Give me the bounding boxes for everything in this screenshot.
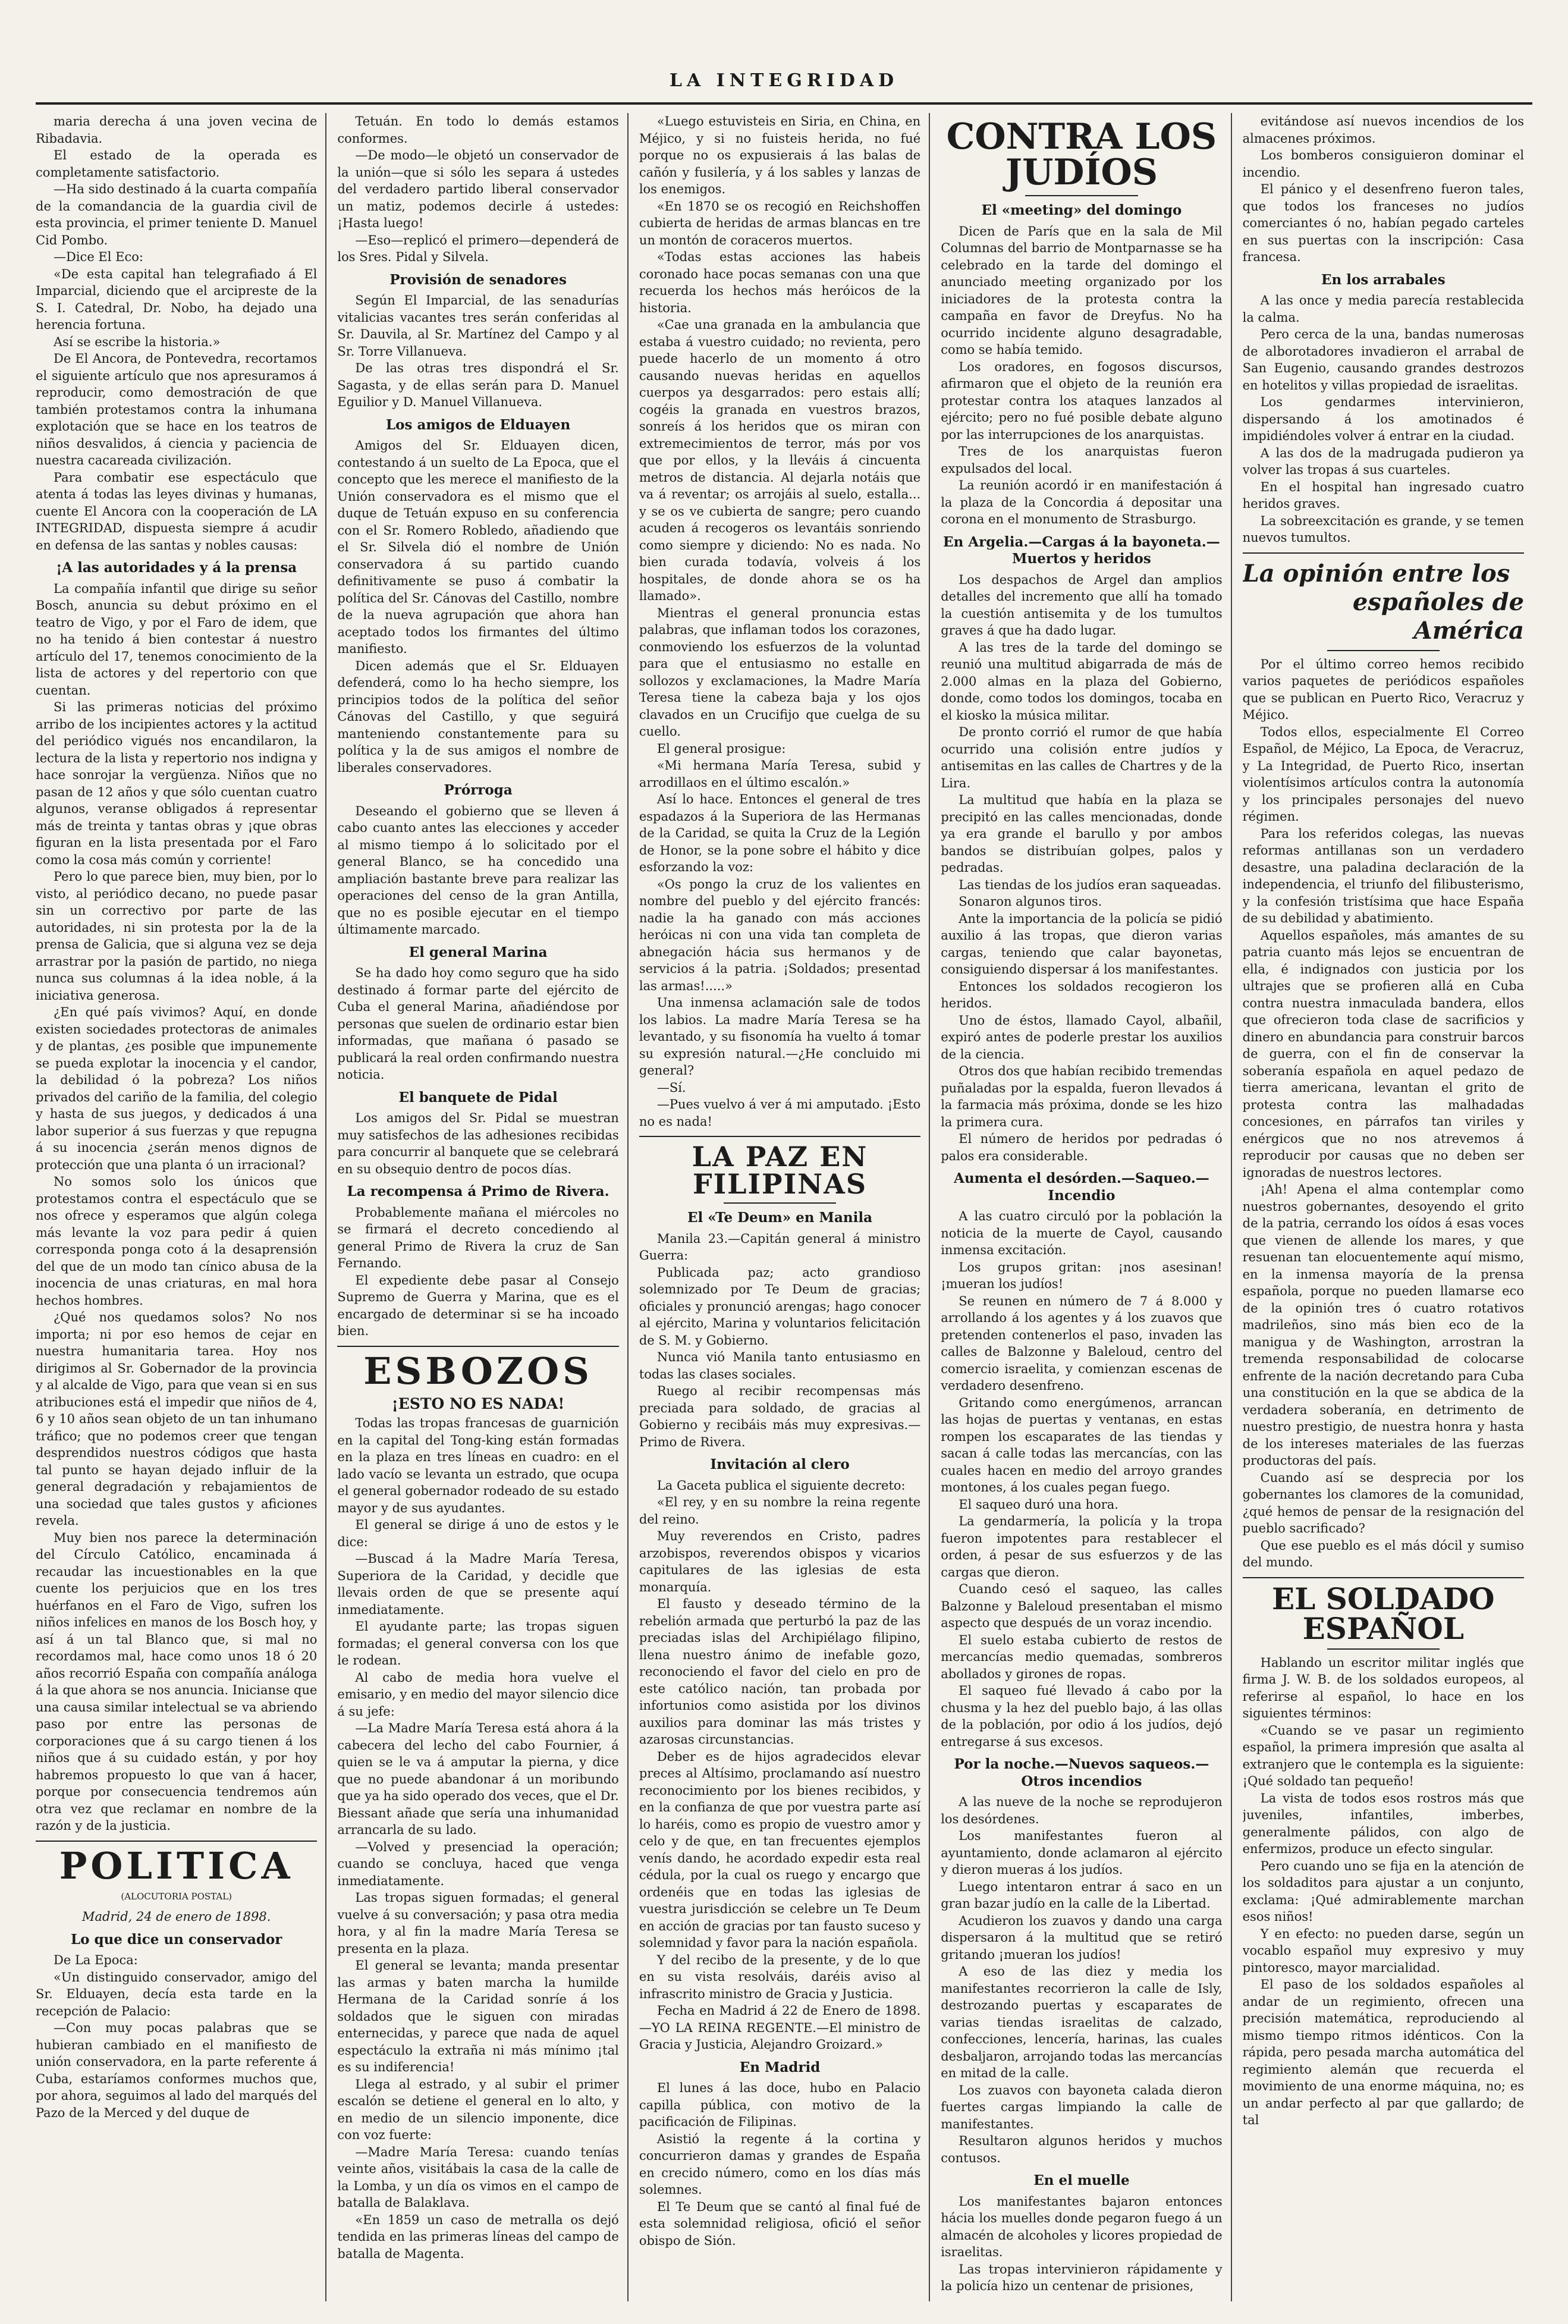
opinion-title bbox=[1243, 560, 1524, 645]
politica-title: POLITICA bbox=[59, 1844, 294, 1888]
paragraph: —Eso—replicó el primero—dependerá de los Sres. Pidal y Silvela. bbox=[337, 233, 619, 264]
opinion-title-line-1: La opinión entre los bbox=[1242, 559, 1510, 588]
paragraph: Los gendarmes intervinieron, dispersando á los amotinados é impidiéndoles volver á entrar en la ciudad. bbox=[1242, 395, 1525, 443]
paragraph: «Luego estuvisteis en Siria, en China, en Méjico, y si no fuisteis herida, no fué porque no os expusierais á las balas de cañón y fusilería, y á los sables y lanzas de los enemigos. bbox=[639, 114, 921, 196]
column-2 bbox=[337, 113, 628, 2301]
col5-subhead-1: En los arrabales bbox=[1321, 271, 1446, 288]
paragraph: ¿Qué nos quedamos solos? No nos importa; ni por eso hemos de cejar en nuestra humanitaria tarea. Hoy nos dirigimos al Sr. Gobernador de la provincia y al alcalde de Vigo, para que vean si en sus atribuciones está el impedir que niños de 4, 6 y 10 años sean objeto de un tan inhumano tráfico; que no podemos creer que tengan desprendidos nuestros códigos que hasta tal punto se hayan dejado influir de la general degradación y rebajamientos de una sociedad que tales gustos y aficiones revela. bbox=[36, 1310, 318, 1528]
paragraph: —Madre María Teresa: cuando tenías veinte años, visitábais la casa de la calle de la Lomba, y un día os vimos en el campo de batalla de Balaklava. bbox=[337, 2144, 619, 2210]
paragraph: Ruego al recibir recompensas más preciada para soldado, de gracias al Gobierno y recibáis más muy expresivas.—Primo de Rivera. bbox=[639, 1384, 921, 1449]
paragraph: «En 1859 un caso de metralla os dejó tendida en las primeras líneas del campo de batalla de Magenta. bbox=[337, 2212, 619, 2261]
paragraph: Acudieron los zuavos y dando una carga dispersaron á la multitud que se retiró gritando ¡mueran los judíos! bbox=[941, 1913, 1223, 1962]
paragraph: Tetuán. En todo lo demás estamos conformes. bbox=[337, 114, 619, 146]
paragraph: Los oradores, en fogosos discursos, afirmaron que el objeto de la reunión era protestar contra los ataques lanzados al ejército; pero no fué posible debate alguno por las interrupciones de los anarquistas. bbox=[941, 359, 1223, 442]
paragraph: El general se dirige á uno de estos y le dice: bbox=[337, 1518, 619, 1549]
paragraph: —Pues vuelvo á ver á mi amputado. ¡Esto no es nada! bbox=[639, 1097, 921, 1129]
paragraph: El fausto y deseado término de la rebelión armada que perturbó la paz de las preciadas islas del Archipiélago filipino, llena nuestro ánimo de inefable gozo, reconociendo el favor del cielo en pro de este católico nación, tan probada por infortunios como asistida por los divinos auxilios para dominar las más tristes y azarosas circunstancias. bbox=[639, 1597, 921, 1747]
paragraph: De La Epoca: bbox=[54, 1953, 138, 1967]
paragraph: Una inmensa aclamación sale de todos los labios. La madre María Teresa se ha levantado, y su fisonomía ha vuelto á tomar su expresión natural.—¿He concluido mi general? bbox=[639, 995, 921, 1078]
paragraph: Cuando cesó el saqueo, las calles Balzonne y Baleloud presentaban el mismo aspecto que después de un voraz incendio. bbox=[941, 1582, 1223, 1630]
paragraph: Mientras el general pronuncia estas palabras, que inflaman todos los corazones, conmoviendo los esfuerzos de la voluntad para que el entusiasmo no estalle en sollozos y exclamaciones, la Madre María Teresa tiene la cabeza baja y los ojos clavados en un Crucifijo que cuelga de su cuello. bbox=[639, 605, 921, 739]
col2-subhead-2: Los amigos de Elduayen bbox=[385, 416, 571, 433]
col2-paras-e bbox=[337, 965, 618, 1084]
col3-paras-c bbox=[639, 1477, 920, 2053]
paragraph: Todas las tropas francesas de guarnición en la capital del Tong-king están formadas en la plaza en tres líneas en cuadro: en el lado vacío se levanta un estrado, que ocupa el general gobernador rodeado de su estado mayor y de sus ayudantes. bbox=[337, 1416, 619, 1515]
paragraph: «Un distinguido conservador, amigo del Sr. Elduayen, decía esta tarde en la recepción de Palacio: bbox=[36, 1970, 318, 2018]
paragraph: Tres de los anarquistas fueron expulsados del local. bbox=[941, 444, 1223, 476]
politica-subtitle: (ALOCUTORIA POSTAL) bbox=[121, 1890, 232, 1902]
col2-subhead-6: La recompensa á Primo de Rivera. bbox=[347, 1183, 609, 1199]
paragraph: Al cabo de media hora vuelve el emisario, y en medio del mayor silencio dice á su jefe: bbox=[337, 1670, 619, 1719]
column-1 bbox=[36, 113, 326, 2301]
paragraph: Las tropas intervinieron rápidamente y la policía hizo un centenar de prisiones, bbox=[941, 2262, 1223, 2293]
col2-rule bbox=[337, 1346, 618, 1347]
paragraph: —Volved y presenciad la operación; cuando se concluya, haced que venga inmediatamente. bbox=[337, 1839, 619, 1888]
paragraph: —Ha sido destinado á la cuarta compañía de la comandancia de la guardia civil de esta provincia, el primer teniente D. Manuel Cid Pombo. bbox=[36, 182, 318, 247]
paragraph: Y del recibo de la presente, y de lo que en su vista resolváis, daréis aviso al infrascrito ministro de Gracia y Justicia. bbox=[639, 1952, 921, 2001]
col3-paras-b bbox=[639, 1230, 920, 1451]
paragraph: —Sí. bbox=[656, 1080, 686, 1095]
paragraph: Y en efecto: no pueden darse, según un vocablo español muy expresivo y muy pintoresco, mayor marcialidad. bbox=[1242, 1926, 1525, 1975]
paragraph: Los bomberos consiguieron dominar el incendio. bbox=[1242, 148, 1525, 180]
paragraph: Así lo hace. Entonces el general de tres espadazos á la Superiora de las Hermanas de la Caridad, se quita la Cruz de la Legión de Honor, se la pone sobre el hábito y dice esforzando la voz: bbox=[639, 792, 921, 874]
col2-paras-a bbox=[337, 113, 618, 266]
paragraph: Entonces los soldados recogieron los heridos. bbox=[941, 979, 1223, 1010]
col5-rule-3 bbox=[1243, 1577, 1524, 1578]
masthead: LA INTEGRIDAD bbox=[669, 70, 899, 91]
paragraph: El pánico y el desenfreno fueron tales, que todos los franceses no judíos comerciantes ó no, habían pegado carteles en sus puertas con la inscripción: Casa francesa. bbox=[1242, 182, 1525, 264]
col4-paras-a bbox=[941, 223, 1222, 528]
paragraph: «Todas estas acciones las habeis coronado hace pocas semanas con una que recuerda los hechos más heróicos de la historia. bbox=[639, 250, 921, 315]
paragraph: maria derecha á una joven vecina de Ribadavia. bbox=[36, 114, 318, 146]
paragraph: Luego intentaron entrar á saco en un gran bazar judío en la calle de la Libertad. bbox=[941, 1879, 1223, 1911]
esbozos-subtitle: ¡ESTO NO ES NADA! bbox=[391, 1395, 565, 1412]
col3-subhead-1: El «Te Deum» en Manila bbox=[687, 1210, 872, 1226]
opinion-title-line-2: españoles de América bbox=[1352, 588, 1525, 645]
col1-subhead-1: ¡A las autoridades y á la prensa bbox=[56, 560, 297, 576]
col4-rule bbox=[1025, 195, 1137, 196]
paragraph: Sonaron algunos tiros. bbox=[959, 894, 1102, 909]
col3-rule-1 bbox=[639, 1136, 920, 1137]
paragraph: Gritando como energúmenos, arrancan las hojas de puertas y ventanas, en estas rompen los escaparates de las tiendas y sacan á calle todas las mercancías, con las cuales hacen en medio del arroyo grandes montones, á los cuales pegan fuego. bbox=[941, 1395, 1223, 1494]
paragraph: Ante la importancia de la policía se pidió auxilio á las tropas, que dieron varias cargas, teniendo que calar bayonetas, consiguiendo dispersar á los manifestantes. bbox=[941, 911, 1223, 976]
paragraph: La vista de todos esos rostros más que juveniles, infantiles, imberbes, generalmente pálidos, con algo de enfermizos, produce un efecto singular. bbox=[1242, 1791, 1525, 1856]
paragraph: Probablemente mañana el miércoles no se firmará el decreto concediendo al general Primo de Rivera la cruz de San Fernando. bbox=[337, 1205, 619, 1270]
paragraph: Los despachos de Argel dan amplios detalles del incremento que allí ha tomado la cuestión antisemita y de los tumultos graves á que ha dado lugar. bbox=[941, 572, 1223, 637]
paragraph: Muy bien nos parece la determinación del Círculo Católico, encaminada á recaudar las incuestionables en la que cuente los perjuicios que en los tres huérfanos en el Faro de Vigo, sufren los niños infelices en manos de los Bosch hoy, y así á un tal Blanco que, si mal no recordamos mal, hace como unos 18 ó 20 años recorrió España con compañía análoga á la que ahora se nos anuncia. Inicianse que una causa similar intelectual se va abriendo paso por entre las personas de corporaciones que á su cargo tienen á los niños que á su cuidado están, y por hoy habremos propuesto lo que van á hacer, porque por consecuencia tendremos aún otra vez que reclamar en nombre de la razón y de la justicia. bbox=[36, 1530, 318, 1833]
col4-subhead-3: Aumenta el desórden.—Saqueo.—Incendio bbox=[954, 1170, 1209, 1204]
paragraph: «En 1870 se os recogió en Reichshoffen cubierta de heridas de armas blancas en tre un montón de coraceros muertos. bbox=[639, 199, 921, 247]
paragraph: Manila 23.—Capitán general á ministro Guerra: bbox=[639, 1231, 921, 1263]
paragraph: Las tiendas de los judíos eran saqueadas. bbox=[959, 877, 1222, 892]
header-rule bbox=[36, 102, 1532, 105]
paragraph: El paso de los soldados españoles al andar de un regimiento, ofrecen una precisión matemática, reproduciendo al mismo tiempo ritmos idénticos. Con la rápida, pero pesada marcha automática del regimiento alemán que recuerda el movimiento de una enorme máquina, no; es un andar perfecto al par que gallardo; de tal bbox=[1242, 1977, 1525, 2127]
paragraph: A las nueve de la noche se reprodujeron los desórdenes. bbox=[941, 1795, 1223, 1826]
paragraph: Llega al estrado, y al subir el primer escalón se detiene el general en lo alto, y en medio de un silencio imponente, dice con voz fuerte: bbox=[337, 2077, 619, 2142]
paragraph: Amigos del Sr. Elduayen dicen, contestando á un suelto de La Epoca, que el concepto que les merece el manifiesto de la Unión conservadora es el mismo que el duque de Tetuán expuso en su conferencia con el Sr. Romero Robledo, añadiendo que el Sr. Silvela dió el nombre de Unión conservadora á su partido cuando definitivamente se puso á combatir la política del Sr. Cánovas del Castillo, nombre de la nueva agrupación que ahora han aceptado todos los firmantes del último manifiesto. bbox=[337, 438, 619, 656]
col5-paras-a bbox=[1243, 113, 1524, 266]
col2-paras-h bbox=[337, 1415, 618, 2262]
paragraph: «Cuando se ve pasar un regimiento español, la primera impresión que asalta al extranjero que le contempla es la siguiente: ¡Qué soldado tan pequeño! bbox=[1242, 1723, 1525, 1788]
paragraph: Deber es de hijos agradecidos elevar preces al Altísimo, proclamando así nuestro reconocimiento por los bienes recibidos, y en la confianza de que por vuestra parte así lo haréis, como es propio de vuestro amor y celo y de que, en tan frecuentes ejemplos venís dando, he acordado expedir esta real cédula, por la cual os ruego y encargo que ordenéis que en todas las iglesias de vuestra jurisdicción se celebre un Te Deum en acción de gracias por tan fausto suceso y solemnidad y favor para la nación española. bbox=[639, 1749, 921, 1950]
paragraph: Pero cerca de la una, bandas numerosas de alborotadores invadieron el arrabal de San Eugenio, causando grandes destrozos en hotelitos y villas propiedad de israelitas. bbox=[1242, 327, 1525, 392]
paragraph: Dicen de París que en la sala de Mil Columnas del barrio de Montparnasse se ha celebrado en la tarde del domingo el anunciado meeting organizado por los iniciadores de la protesta contra la campaña en favor de Dreyfus. No ha ocurrido incidente alguno desagradable, como se había temido. bbox=[941, 224, 1223, 357]
column-5 bbox=[1243, 113, 1532, 2301]
col4-paras-e bbox=[941, 2193, 1222, 2295]
col2-paras-g bbox=[337, 1204, 618, 1340]
paragraph: No somos solo los únicos que protestamos contra el espectáculo que se nos ofrece y esperamos que algún colega más levante la voz para pedir á quien corresponda ponga coto á la desaprensión del que de un modo tan cínico abusa de la inocencia de unas criaturas, en mal hora hechos hombres. bbox=[36, 1174, 318, 1308]
soldado-title: EL SOLDADO ESPAÑOL bbox=[1272, 1581, 1495, 1646]
col4-paras-b bbox=[941, 571, 1222, 1165]
paragraph: El estado de la operada es completamente satisfactorio. bbox=[36, 148, 318, 180]
esbozos-title: ESBOZOS bbox=[363, 1349, 593, 1393]
paragraph: La compañía infantil que dirige su señor Bosch, anuncia su debut próximo en el teatro de Vigo, y por el Faro de idem, que no ha tenido á bien contestar á nuestro artículo del 17, tenemos conocimiento de la lista de actores y del repertorio con que cuentan. bbox=[36, 581, 318, 698]
paragraph: De las otras tres dispondrá el Sr. Sagasta, y de ellas serán para D. Manuel Eguilior y D. Manuel Villanueva. bbox=[337, 361, 619, 409]
paragraph: La sobreexcitación es grande, y se temen nuevos tumultos. bbox=[1242, 513, 1525, 545]
paragraph: Dicen además que el Sr. Elduayen defenderá, como lo ha hecho siempre, los principios todos de la política del señor Cánovas del Castillo, y que seguirá manteniendo constantemente para su política y la de sus amigos el nombre de liberales conservadores. bbox=[337, 658, 619, 775]
col1-paras-b bbox=[36, 580, 317, 1835]
paragraph: El saqueo duró una hora. bbox=[959, 1497, 1118, 1512]
paragraph: Asistió la regente á la cortina y concurrieron damas y grandes de España en crecido número, como en los días más solemnes. bbox=[639, 2131, 921, 2197]
col3-subhead-3: En Madrid bbox=[739, 2059, 821, 2075]
paragraph: Deseando el gobierno que se lleven á cabo cuanto antes las elecciones y acceder al mismo tiempo á lo solicitado por el general Blanco, se ha concedido una ampliación bastante breve para realizar las operaciones del censo de la gran Antilla, que no es posible ejecutar en el tiempo últimamente marcado. bbox=[337, 803, 619, 937]
paragraph: Para los referidos colegas, las nuevas reformas antillanas son un verdadero desastre, una paladina declaración de la independencia, el triunfo del filibusterismo, y la confesión tristísima que hace España de su debilidad y abatimiento. bbox=[1242, 826, 1525, 925]
paragraph: De pronto corrió el rumor de que había ocurrido una colisión entre judíos y antisemitas en las calles de Chartres y de la Lira. bbox=[941, 725, 1223, 790]
paragraph: En el hospital han ingresado cuatro heridos graves. bbox=[1242, 479, 1525, 511]
col4-paras-d bbox=[941, 1794, 1222, 2166]
col5-paras-b bbox=[1243, 292, 1524, 547]
paragraph: «Cae una granada en la ambulancia que estaba á vuestro cuidado; no revienta, pero puede hacerlo de un momento á otro causando nuevas heridas en aquellos cuerpos ya desgarrados: pero estais allí; cogéis la granada en vuestros brazos, sonreís á los heridos que os miran con extremecimientos de terror, más por vos que por ellos, y la lleváis á cincuenta metros de distancia. Al dejarla notáis que va á reventar; os arrojáis al suelo, estalla... y se os ve cubierta de sangre; pero cuando acuden á recogeros os levantáis sonriendo como siempre y diciendo: No es nada. No bien curada todavía, volveis á los hospitales, de donde ahora se os ha llamado». bbox=[639, 318, 921, 603]
paragraph: A las dos de la madrugada pudieron ya volver las tropas á sus cuarteles. bbox=[1242, 445, 1525, 477]
col5-rule-2 bbox=[1327, 650, 1440, 651]
paragraph: El suelo estaba cubierto de restos de mercancías medio quemadas, sombreros abollados y girones de ropas. bbox=[941, 1632, 1223, 1681]
column-3 bbox=[639, 113, 930, 2301]
paragraph: Pero lo que parece bien, muy bien, por lo visto, al periódico decano, no puede pasar sin un correctivo por parte de las autoridades, ni sin protesta por la de la prensa de Galicia, que si alguna vez se deja arrastrar por la pasión de partido, no niega nunca sus columnas á la idea noble, á la iniciativa generosa. bbox=[36, 869, 318, 1003]
col2-subhead-5: El banquete de Pidal bbox=[398, 1089, 558, 1106]
paragraph: Muy reverendos en Cristo, padres arzobispos, reverendos obispos y vicarios capitulares de las iglesias de esta monarquía. bbox=[639, 1529, 921, 1594]
paragraph: El general se levanta; manda presentar las armas y baten marcha la humilde Hermana de la Caridad sonríe á los soldados que le siguen con miradas enternecidas, y parece que nada de aquel espectáculo la extraña ni más mínimo ¡tal es su indiferencia! bbox=[337, 1958, 619, 2074]
col4-subhead-2: En Argelia.—Cargas á la bayoneta.—Muertos y heridos bbox=[943, 533, 1220, 567]
paragraph: Aquellos españoles, más amantes de su patria cuanto más lejos se encuentran de ella, é indignados con justicia por los ultrajes que se profieren allá en Cuba contra nuestra inmaculada bandera, ellos que ofrecieron toda clase de sacrificios y dinero en abundancia para construir barcos de guerra, con el fin de conservar la soberanía española en aquel pedazo de tierra americana, levantan el grito de protesta contra las malhadadas concesiones, en párrafos tan viriles y enérgicos que no nos atrevemos á reproducir por causas que no deben ser ignoradas de nuestros lectores. bbox=[1242, 928, 1525, 1180]
paragraph: Hablando un escritor militar inglés que firma J. W. B. de los soldados europeos, al referirse al español, lo hace en los siguientes términos: bbox=[1242, 1655, 1525, 1720]
judios-title: CONTRA LOS JUDÍOS bbox=[946, 116, 1217, 193]
paragraph: Si las primeras noticias del próximo arribo de los incipientes actores y la actitud del periódico vigués nos encandilaron, la lectura de la lista y repertorio nos indigna y hace sonrojar la vergüenza. Niños que no pasan de 12 años y que sólo cuentan cuatro algunos, veranse obligados á representar más de treinta y tantas obras y ¡que obras figuran en la lista presentada por el Faro como la cosa más común y corriente! bbox=[36, 700, 318, 867]
paragraph: Otros dos que habían recibido tremendas puñaladas por la espalda, fueron llevados á la farmacia más próxima, donde se les hizo la primera cura. bbox=[941, 1064, 1223, 1129]
col5-rule-4 bbox=[1327, 1648, 1440, 1650]
paragraph: Por el último correo hemos recibido varios paquetes de periódicos españoles que se publican en Puerto Rico, Veracruz y Méjico. bbox=[1242, 657, 1525, 722]
paragraph: «Os pongo la cruz de los valientes en nombre del pueblo y del ejército francés: nadie la ha ganado con más acciones heróicas ni con una vida tan completa de abnegación hácia sus hermanos y de servicios á la patria. ¡Soldados; presentad las armas!.....» bbox=[639, 877, 921, 993]
col5-paras-d bbox=[1243, 1654, 1524, 2129]
col1-paras-a bbox=[36, 113, 317, 554]
col3-subhead-2: Invitación al clero bbox=[710, 1456, 850, 1472]
paragraph: evitándose así nuevos incendios de los almacenes próximos. bbox=[1242, 114, 1525, 146]
col2-paras-b bbox=[337, 292, 618, 411]
paragraph: ¡Ah! Apena el alma contemplar como nuestros gobernantes, desoyendo el grito de la patria, cerrando los oídos á esas voces que vienen de allende los mares, y que resuenan tan elocuentemente aquí mismo, en la inmensa mayoría de la prensa española, porque no pueden llamarse eco de la opinión tres ó cuatro rotativos madrileños, sino más bien eco de la manigua y de Washington, arrostran la tremenda responsabilidad de colocarse enfrente de la nación decretando para Cuba una constitución en la que se abdica de la verdadera soberanía, en detrimento de nuestro prestigio, de nuestra honra y hasta de los intereses materiales de las fuerzas productoras del país. bbox=[1242, 1182, 1525, 1468]
col3-paras-d bbox=[639, 2080, 920, 2249]
col2-paras-d bbox=[337, 803, 618, 938]
paragraph: Resultaron algunos heridos y muchos contusos. bbox=[941, 2134, 1223, 2165]
paragraph: Pero cuando uno se fija en la atención de los soldaditos para ajustar a un conjunto, exclama: ¡Qué admirablemente marchan esos niños! bbox=[1242, 1858, 1525, 1924]
paragraph: ¿En qué país vivimos? Aquí, en donde existen sociedades protectoras de animales y de plantas, ¿es posible que impunemente se pueda explotar la inocencia y el candor, la debilidad ó la pobreza? Los niños privados del cariño de la familia, del colegio y hasta de sus juegos, y dedicados á una labor superior á sus fuerzas y que repugna á su inocencia ¿serán menos dignos de protección que una planta ó un irracional? bbox=[36, 1005, 318, 1172]
paragraph: «Mi hermana María Teresa, subid y arrodillaos en el último escalón.» bbox=[639, 758, 921, 790]
paragraph: «De esta capital han telegrafiado á El Imparcial, diciendo que el arcipreste de la S. I. Catedral, Dr. Nobo, ha dejado una herencia fortuna. bbox=[36, 266, 318, 332]
col2-paras-c bbox=[337, 437, 618, 776]
paragraph: «El rey, y en su nombre la reina regente del reino. bbox=[639, 1495, 921, 1527]
col4-subhead-5: En el muelle bbox=[1033, 2172, 1130, 2188]
col2-subhead-1: Provisión de senadores bbox=[389, 271, 567, 288]
paragraph: El saqueo fué llevado á cabo por la chusma y la hez del pueblo bajo, á las ollas de la población, por odio á los judíos, dejó entregarse á sus excesos. bbox=[941, 1684, 1223, 1749]
col5-rule-1 bbox=[1243, 552, 1524, 554]
paragraph: Se reunen en número de 7 á 8.000 y arrollando á los agentes y á los zuavos que pretenden contenerlos el paso, invaden las calles de Balzonne y Baleloud, centro del comercio israelita, y comienzan escenas de verdadero desenfreno. bbox=[941, 1293, 1223, 1393]
col1-subhead-2: Lo que dice un conservador bbox=[70, 1931, 282, 1948]
paz-title: LA PAZ EN FILIPINAS bbox=[692, 1141, 868, 1200]
paragraph: Las tropas siguen formadas; el general vuelve á su conversación; y pasa otra media hora, y al fin la madre María Teresa se presenta en la plaza. bbox=[337, 1890, 619, 1956]
paragraph: Los amigos del Sr. Pidal se muestran muy satisfechos de las adhesiones recibidas para concurrir al banquete que se celebrará en su obsequio dentro de pocos días. bbox=[337, 1111, 619, 1176]
paragraph: Según El Imparcial, de las senadurías vitalicias vacantes tres serán conferidas al Sr. Dauvila, al Sr. Martínez del Campo y al Sr. Torre Villanueva. bbox=[337, 293, 619, 359]
paragraph: La Gaceta publica el siguiente decreto: bbox=[656, 1478, 906, 1493]
col1-paras-c bbox=[36, 1952, 317, 2121]
paragraph: Cuando así se desprecia por los gobernantes los clamores de la comunidad, ¿qué hemos de pensar de la resignación del pueblo sacrificado? bbox=[1242, 1470, 1525, 1535]
paragraph: Nunca vió Manila tanto entusiasmo en todas las clases sociales. bbox=[639, 1350, 921, 1381]
paragraph: Se ha dado hoy como seguro que ha sido destinado á formar parte del ejército de Cuba el general Marina, añadiéndose por personas que suelen de ordinario estar bien informadas, que mañana ó pasado se publicará la real orden confirmando nuestra noticia. bbox=[337, 966, 619, 1082]
paragraph: Que ese pueblo es el más dócil y sumiso del mundo. bbox=[1242, 1538, 1525, 1569]
col2-paras-f bbox=[337, 1110, 618, 1177]
paragraph: —Con muy pocas palabras que se hubieran cambiado en el manifiesto de unión conservadora, en la parte referente á Cuba, estaríamos conformes muchos que, por ahora, seguimos al lado del marqués del Pazo de la Merced y del duque de bbox=[36, 2021, 318, 2120]
col4-subhead-4: Por la noche.—Nuevos saqueos.—Otros incendios bbox=[954, 1756, 1209, 1789]
paragraph: A las once y media parecía restablecida la calma. bbox=[1242, 293, 1525, 325]
paragraph: El expediente debe pasar al Consejo Supremo de Guerra y Marina, que es el encargado de determinar si se ha incoado bien. bbox=[337, 1273, 619, 1338]
paragraph: De El Ancora, de Pontevedra, recortamos el siguiente artículo que nos apresuramos á reproducir, como demostración de que también protestamos contra la inhumana explotación que se hace en los teatros de niños desvalidos, á ciencia y paciencia de nuestra cacareada civilización. bbox=[36, 351, 318, 467]
paragraph: El general prosigue: bbox=[656, 741, 786, 756]
col5-paras-c bbox=[1243, 656, 1524, 1571]
paragraph: A las cuatro circuló por la población la noticia de la muerte de Cayol, causando inmensa excitación. bbox=[941, 1209, 1223, 1257]
paragraph: —Buscad á la Madre María Teresa, Superiora de la Caridad, y decidle que llevais orden de que se presente aquí inmediatamente. bbox=[337, 1552, 619, 1617]
col2-subhead-4: El general Marina bbox=[409, 944, 548, 960]
paragraph: Los zuavos con bayoneta calada dieron fuertes cargas limpiando la calle de manifestantes. bbox=[941, 2083, 1223, 2131]
paragraph: —Dice El Eco: bbox=[54, 250, 143, 264]
col1-rule bbox=[36, 1841, 317, 1842]
paragraph: Así se escribe la historia.» bbox=[54, 334, 221, 349]
paragraph: Para combatir ese espectáculo que atenta á todas las leyes divinas y humanas, cuente El Ancora con la cooperación de LA INTEGRIDAD, dispuesta siempre á acudir en defensa de las santas y nobles causas: bbox=[36, 470, 318, 552]
col2-subhead-3: Prórroga bbox=[444, 782, 513, 798]
paragraph: El Te Deum que se cantó al final fué de esta solemnidad religiosa, ofició el señor obispo de Sión. bbox=[639, 2199, 921, 2248]
politica-date: Madrid, 24 de enero de 1898. bbox=[82, 1910, 271, 1924]
col3-paras-a bbox=[639, 113, 920, 1130]
paragraph: El lunes á las doce, hubo en Palacio capilla pública, con motivo de la pacificación de Filipinas. bbox=[639, 2081, 921, 2129]
paragraph: La multitud que había en la plaza se precipitó en las calles mencionadas, donde ya era grande el barullo y por ambos bandos se distribuían golpes, palos y pedradas. bbox=[941, 793, 1223, 875]
paragraph: Fecha en Madrid á 22 de Enero de 1898.—YO LA REINA REGENTE.—El ministro de Gracia y Justicia, Alejandro Groizard.» bbox=[639, 2003, 921, 2052]
paragraph: A eso de las diez y media los manifestantes recorrieron la calle de Isly, destrozando puertas y escaparates de varias tiendas israelitas de calzado, confecciones, lencería, harinas, las cuales desbaljaron, arrojando todas las mercancías en mitad de la calle. bbox=[941, 1964, 1223, 2080]
paragraph: Publicada paz; acto grandioso solemnizado por Te Deum de gracias; oficiales y pronunció arengas; hago conocer al ejército, Marina y voluntarios felicitación de S. M. y Gobierno. bbox=[639, 1265, 921, 1348]
paragraph: Los grupos gritan: ¡nos asesinan! ¡mueran los judíos! bbox=[941, 1260, 1223, 1291]
paragraph: El número de heridos por pedradas ó palos era considerable. bbox=[941, 1132, 1223, 1163]
col4-paras-c bbox=[941, 1208, 1222, 1750]
paragraph: Los manifestantes bajaron entonces hácia los muelles donde pegaron fuego á un almacén de alcoholes y licores propiedad de israelitas. bbox=[941, 2194, 1223, 2259]
paragraph: A las tres de la tarde del domingo se reunió una multitud abigarrada de más de 2.000 almas en la plaza del Gobierno, donde, como todos los domingos, tocaba en el kiosko la música militar. bbox=[941, 640, 1223, 723]
column-4 bbox=[941, 113, 1231, 2301]
paragraph: —La Madre María Teresa está ahora á la cabecera del lecho del cabo Fournier, á quien se le va á amputar la pierna, y dice que no puede abandonar á un moribundo que ya ha sido operado dos veces, que el Dr. Biessant añade que sería una inhumanidad arrancarla de su lado. bbox=[337, 1721, 619, 1837]
paragraph: —De modo—le objetó un conservador de la unión—que si sólo les separa á ustedes del verdadero partido liberal conservador un matiz, podemos decirle á ustedes: ¡Hasta luego! bbox=[337, 148, 619, 230]
col3-rule-2 bbox=[724, 1202, 836, 1204]
paragraph: Todos ellos, especialmente El Correo Español, de Méjico, La Epoca, de Veracruz, y La Integridad, de Puerto Rico, insertan violentísimos artículos contra la autonomía y los principales personajes del nuevo régimen. bbox=[1242, 724, 1525, 824]
paragraph: Los manifestantes fueron al ayuntamiento, donde aclamaron al ejército y dieron mueras á los judíos. bbox=[941, 1829, 1223, 1877]
columns bbox=[36, 113, 1532, 2301]
paragraph: El ayudante parte; las tropas siguen formadas; el general conversa con los que le rodean. bbox=[337, 1619, 619, 1667]
col4-subhead-1: El «meeting» del domingo bbox=[981, 202, 1182, 218]
paragraph: La gendarmería, la policía y la tropa fueron impotentes para restablecer el orden, á pesar de sus esfuerzos y de las cargas que dieron. bbox=[941, 1514, 1223, 1579]
paragraph: La reunión acordó ir en manifestación á la plaza de la Concordia á depositar una corona en el monumento de Strasburgo. bbox=[941, 478, 1223, 526]
paragraph: Uno de éstos, llamado Cayol, albañil, expiró antes de poderle prestar los auxilios de la ciencia. bbox=[941, 1013, 1223, 1061]
